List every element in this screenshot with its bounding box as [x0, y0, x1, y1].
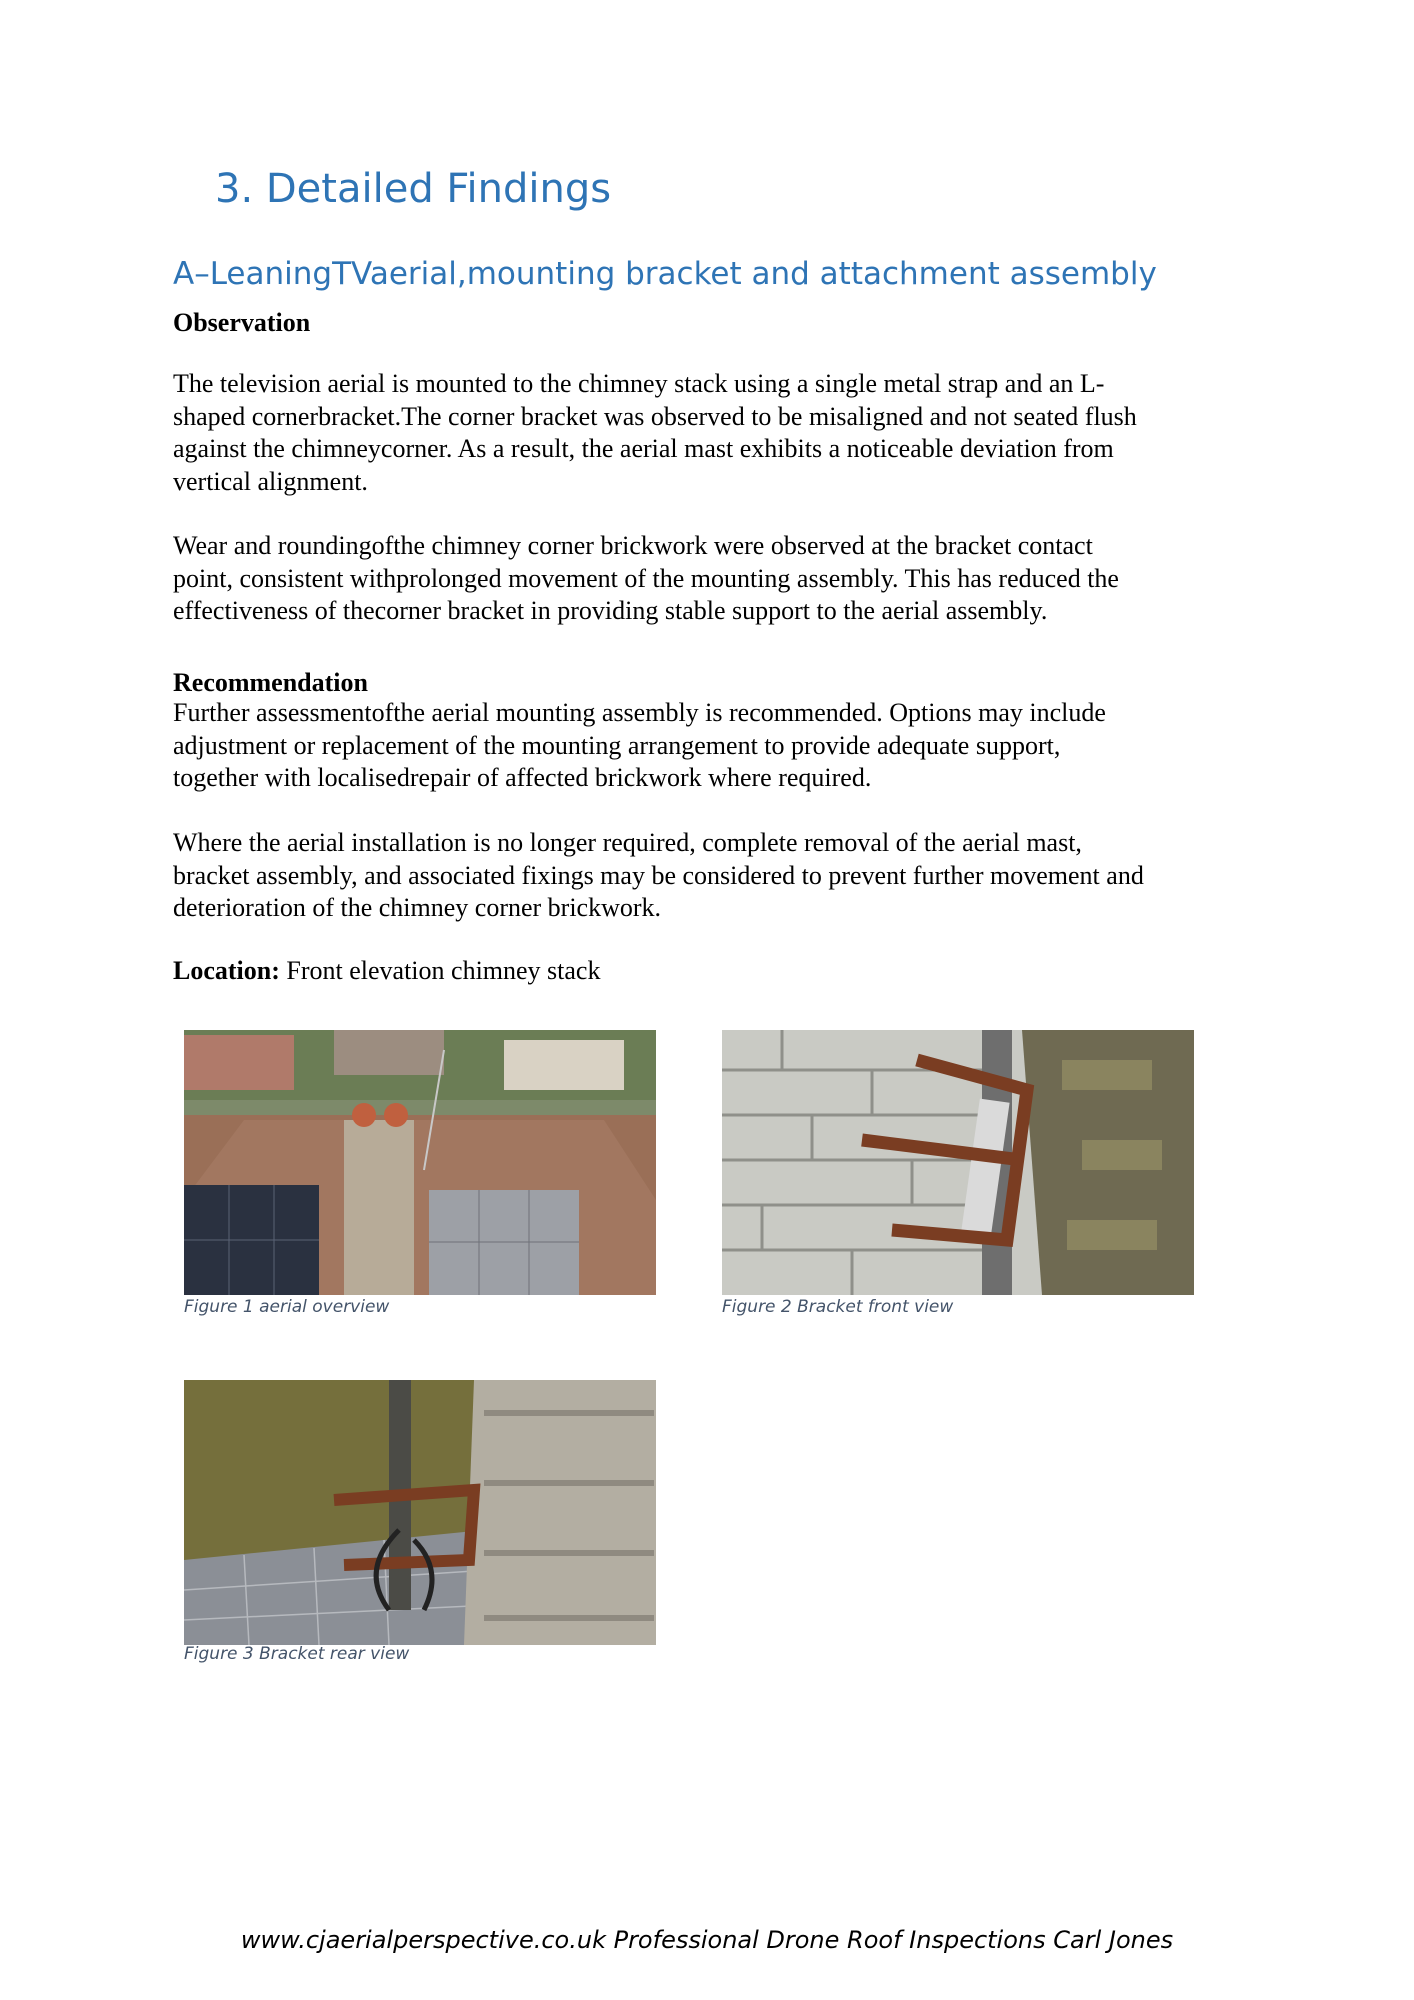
text-line: Wear and roundingofthe chimney corner brickwork were observed at the bracket contact — [173, 531, 1093, 560]
text-line: effectiveness of thecorner bracket in providing stable support to the aerial assembly. — [173, 596, 1048, 625]
section-title: 3. Detailed Findings — [215, 166, 612, 212]
figure-3-photo — [184, 1380, 656, 1645]
text-line: adjustment or replacement of the mounting arrangement to provide adequate support, — [173, 730, 1061, 760]
observation-paragraph-2 — [173, 530, 1263, 628]
recommendation-heading: Recommendation — [173, 668, 368, 697]
text-line: bracket assembly, and associated fixings may be considered to prevent further movement and — [173, 860, 1144, 890]
figure-3-caption: Figure 3 Bracket rear view — [184, 1644, 410, 1664]
text-line: The television aerial is mounted to the chimney stack using a single metal strap and an L- — [173, 369, 1105, 398]
text-line: vertical alignment. — [173, 466, 368, 496]
text-line: together with localisedrepair of affected brickwork where required. — [173, 763, 872, 792]
text-line: Further assessmentofthe aerial mounting assembly is recommended. Options may include — [173, 698, 1106, 727]
figure-1-caption: Figure 1 aerial overview — [184, 1297, 390, 1317]
figure-2-caption: Figure 2 Bracket front view — [722, 1297, 954, 1317]
location-value: Front elevation chimney stack — [279, 956, 601, 985]
figure-1-photo — [184, 1030, 656, 1295]
text-line: shaped cornerbracket.The corner bracket was observed to be misaligned and not seated flush — [173, 401, 1137, 431]
finding-title: A–LeaningTVaerial,mounting bracket and attachment assembly — [173, 256, 1157, 292]
text-line: point, consistent withprolonged movement of the mounting assembly. This has reduced the — [173, 563, 1119, 593]
recommendation-paragraph-1 — [173, 697, 1263, 795]
text-line: against the chimneycorner. As a result, the aerial mast exhibits a noticeable deviation from — [173, 434, 1114, 463]
recommendation-paragraph-2 — [173, 827, 1263, 925]
figure-2-photo — [722, 1030, 1194, 1295]
observation-paragraph-1 — [173, 368, 1263, 498]
observation-heading: Observation — [173, 308, 311, 337]
text-line: Where the aerial installation is no longer required, complete removal of the aerial mast, — [173, 828, 1082, 857]
page-footer: www.cjaerialperspective.co.uk Professional Drone Roof Inspections Carl Jones — [240, 1926, 1174, 1954]
location-label: Location: — [173, 956, 280, 985]
text-line: deterioration of the chimney corner brickwork. — [173, 893, 662, 922]
location-line — [173, 955, 600, 987]
